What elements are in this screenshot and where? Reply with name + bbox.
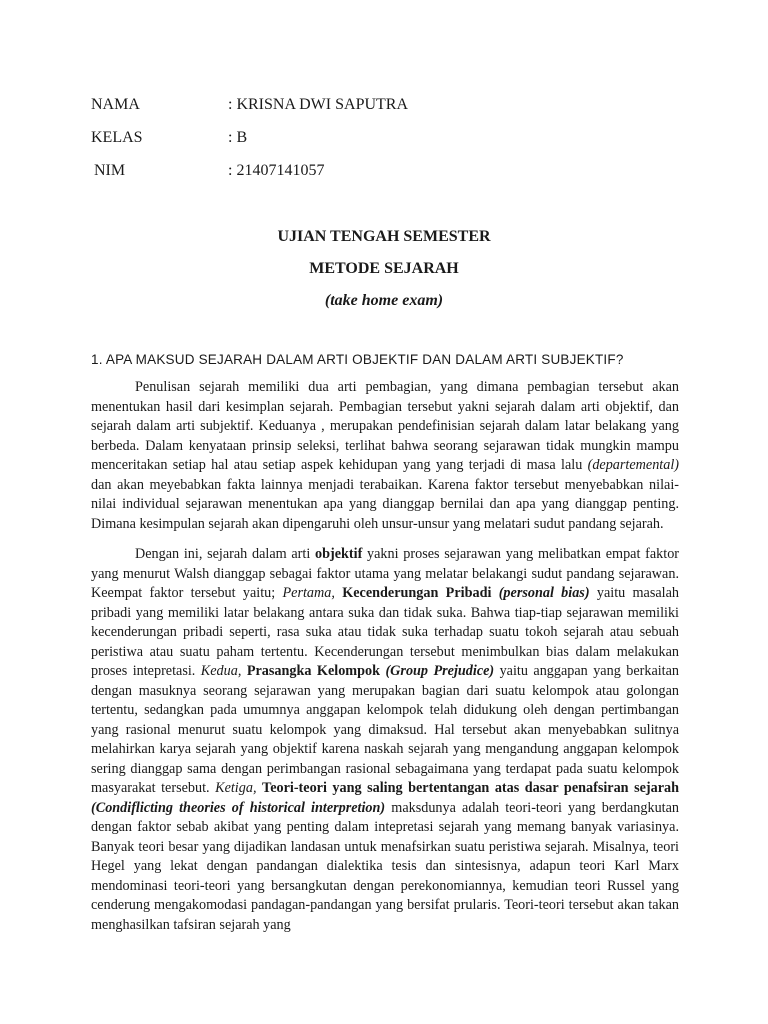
italic-term: (departemental) (587, 457, 679, 473)
class-value: : B (228, 129, 248, 146)
bold-term: objektif (315, 546, 363, 562)
italic-term: Pertama, (282, 585, 335, 601)
bold-italic-text: (Condiflicting theories of historical interpretion) (91, 799, 386, 816)
bold-italic-term (91, 800, 385, 816)
nim-label: NIM (94, 162, 126, 179)
course-title: METODE SEJARAH (309, 260, 459, 277)
text-run: dan akan meyebabkan fakta lainnya menjadi terabaikan. Karena faktor tersebut menyebabkan nilai-nilai individual sejarawan menentukan apa yang dianggap bernilai dan apa yang dianggap penting. Dimana kesimpulan sejarah akan dipengaruhi oleh unsur-unsur yang melatari sudut pandang sejarah. (91, 476, 679, 532)
document-body (91, 378, 679, 946)
name-label: NAMA (91, 96, 140, 113)
text-run: yakni proses sejarawan yang melibatkan empat faktor yang menurut Walsh dianggap sebagai faktor utama yang melatar belakangi sudut pandang sejarawan. Keempat faktor tersebut yaitu; (91, 546, 680, 601)
text-run: maksdunya adalah teori-teori yang berdangkutan dengan faktor sebab akibat yang penting dalam intepretasi sejarah yang memang banyak variasinya. Banyak teori besar yang dijadikan landasan untuk menafsirkan suatu peristiwa sejarah. Misalnya, teori Hegel yang lekat dengan pandangan dialektika tesis dan sintesisnya, adapun teori Karl Marx mendominasi teori-teori yang bersangkutan dengan perekonomiannya, kemudian teori Russel yang cenderung mengakomodasi pandagan-pandangan yang bersifat prularis. Teori-teori tersebut akan takan menghasilkan tafsiran sejarah yang (91, 799, 679, 933)
paragraph-objective (91, 545, 679, 935)
bold-term: Kecenderungan Pribadi (342, 585, 492, 601)
text-run: yaitu anggapan yang berkaitan dengan masuknya seorang sejarawan yang merupakan bagian dari suatu kelompok atau golongan tertentu, sedangkan pada umumnya anggapan kelompok telah didukung oleh dengan pertimbangan yang rasional menurut suatu kelompok yang dimaksud. Hal tersebut akan menyebabkan sulitnya melahirkan karya sejarah yang objektif karena naskah sejarah yang mengandung anggapan kelompok sering dianggap sama dengan perimbangan rasional sebagaimana yang terdapat pada suatu kelompok masyarakat tersebut. (91, 663, 680, 796)
bold-italic-text: (personal bias) (498, 585, 590, 601)
name-value: : KRISNA DWI SAPUTRA (228, 96, 409, 113)
bold-italic-term (385, 663, 494, 679)
bold-term: Teori-teori yang saling bertentangan atas dasar penafsiran sejarah (262, 780, 680, 796)
italic-term: Ketiga, (215, 780, 257, 796)
paragraph-intro (91, 378, 679, 534)
bold-italic-text: (Group Prejudice) (385, 663, 495, 679)
text-run: Dengan ini, sejarah dalam arti (135, 546, 316, 562)
class-label: KELAS (91, 129, 143, 146)
text-run: yaitu masalah pribadi yang memiliki latar belakang antara suka dan tidak suka. Bahwa tiap-tiap sejarawan memiliki kecenderungan pribadi seperti, rasa suka atau tidak suka terhadap suatu tokoh sejarah atau sebuah peristiwa atau suatu paham tertentu. Kecenderungan tersebut menimbulkan bias dalam melakukan proses intepretasi. (91, 585, 680, 679)
text-run: Penulisan sejarah memiliki dua arti pembagian, yang dimana pembagian tersebut akan menentukan hasil dari kesimplan sejarah. Pembagian tersebut yakni sejarah dalam arti objektif, dan sejarah dalam arti subjektif. Keduanya , merupakan pendefinisian sejarah dalam latar belakang yang berbeda. Dalam kenyataan prinsip seleksi, terlihat bahwa seorang sejarawan tidak mungkin mampu menceritakan setiap hal atau setiap aspek kehidupan yang yang terjadi di masa lalu (91, 379, 679, 473)
text-run (491, 585, 498, 601)
exam-title: UJIAN TENGAH SEMESTER (277, 228, 491, 245)
exam-type: (take home exam) (324, 292, 444, 309)
question-heading: 1. APA MAKSUD SEJARAH DALAM ARTI OBJEKTIF DAN DALAM ARTI SUBJEKTIF? (91, 352, 624, 367)
bold-term: Prasangka Kelompok (246, 663, 380, 679)
bold-italic-term (499, 585, 590, 601)
italic-term: Kedua, (200, 663, 242, 679)
nim-value: : 21407141057 (228, 162, 325, 179)
